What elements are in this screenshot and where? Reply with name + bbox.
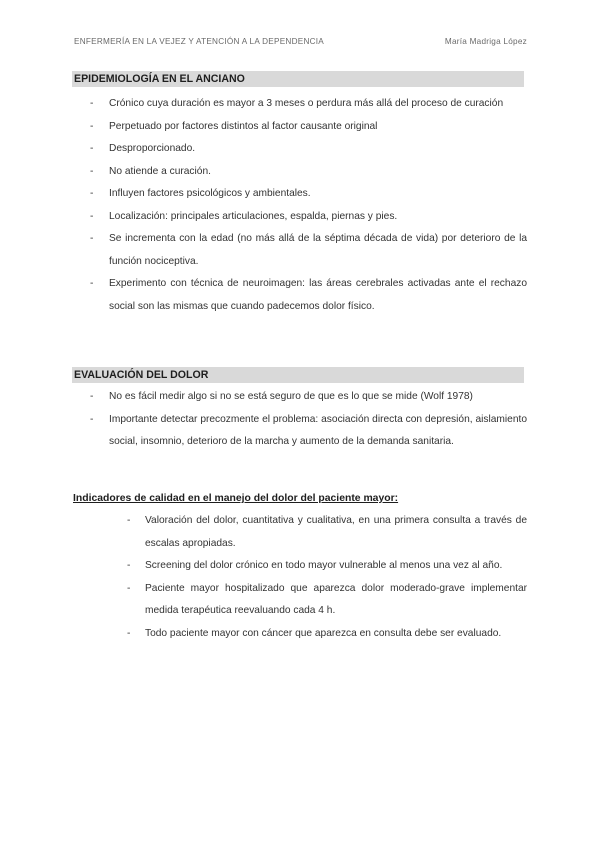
indicators-list xyxy=(108,510,527,645)
list-item: - Perpetuado por factores distintos al factor causante original xyxy=(72,116,527,139)
bullet-dash: - xyxy=(127,582,131,594)
bullet-dash: - xyxy=(90,98,94,109)
bullet-dash: - xyxy=(127,627,131,639)
list-item: - Paciente mayor hospitalizado que aparezca dolor moderado-grave implementar medida terapéutica reevaluando cada 4 h. xyxy=(108,578,527,623)
list-item: - Valoración del dolor, cuantitativa y cualitativa, en una primera consulta a través de escalas apropiadas. xyxy=(108,510,527,555)
bullet-dash: - xyxy=(90,165,94,177)
list-item: - No atiende a curación. xyxy=(72,161,527,184)
list-item: - Localización: principales articulaciones, espalda, piernas y pies. xyxy=(72,206,527,229)
running-header-author: María Madriga López xyxy=(444,37,527,46)
list-item: - Influyen factores psicológicos y ambientales. xyxy=(72,183,527,206)
list-item: - Desproporcionado. xyxy=(72,138,527,161)
list-item: - Experimento con técnica de neuroimagen: las áreas cerebrales activadas ante el rechazo social son las mismas que cuando padecemos dolor físico. xyxy=(72,273,527,318)
list-item: - Crónico cuya duración es mayor a 3 meses o perdura más allá del proceso de curación xyxy=(72,93,527,116)
bullet-dash: - xyxy=(127,560,131,571)
section-evaluacion-title: EVALUACIÓN DEL DOLOR xyxy=(74,369,209,381)
bullet-dash: - xyxy=(90,233,94,244)
list-item: - Importante detectar precozmente el problema: asociación directa con depresión, aislamiento social, insomnio, deterioro de la marcha y aumento de la demanda sanitaria. xyxy=(72,409,527,454)
bullet-dash: - xyxy=(127,515,131,526)
bullet-dash: - xyxy=(90,120,94,132)
list-item: - Todo paciente mayor con cáncer que aparezca en consulta debe ser evaluado. xyxy=(108,623,527,646)
bullet-dash: - xyxy=(90,143,94,154)
bullet-dash: - xyxy=(90,210,94,222)
bullet-dash: - xyxy=(90,413,94,425)
evaluacion-list xyxy=(72,386,527,454)
list-item: - Screening del dolor crónico en todo mayor vulnerable al menos una vez al año. xyxy=(108,555,527,578)
bullet-dash: - xyxy=(90,278,94,289)
list-item: - No es fácil medir algo si no se está seguro de que es lo que se mide (Wolf 1978) xyxy=(72,386,527,409)
epidemiologia-list xyxy=(72,93,527,318)
bullet-dash: - xyxy=(90,391,94,402)
running-header-title: ENFERMERÍA EN LA VEJEZ Y ATENCIÓN A LA DEPENDENCIA xyxy=(74,37,325,46)
indicators-heading: Indicadores de calidad en el manejo del dolor del paciente mayor: xyxy=(73,493,399,504)
list-item: - Se incrementa con la edad (no más allá de la séptima década de vida) por deterioro de la función nociceptiva. xyxy=(72,228,527,273)
bullet-dash: - xyxy=(90,188,94,199)
section-epidemiologia-title: EPIDEMIOLOGÍA EN EL ANCIANO xyxy=(74,73,245,85)
